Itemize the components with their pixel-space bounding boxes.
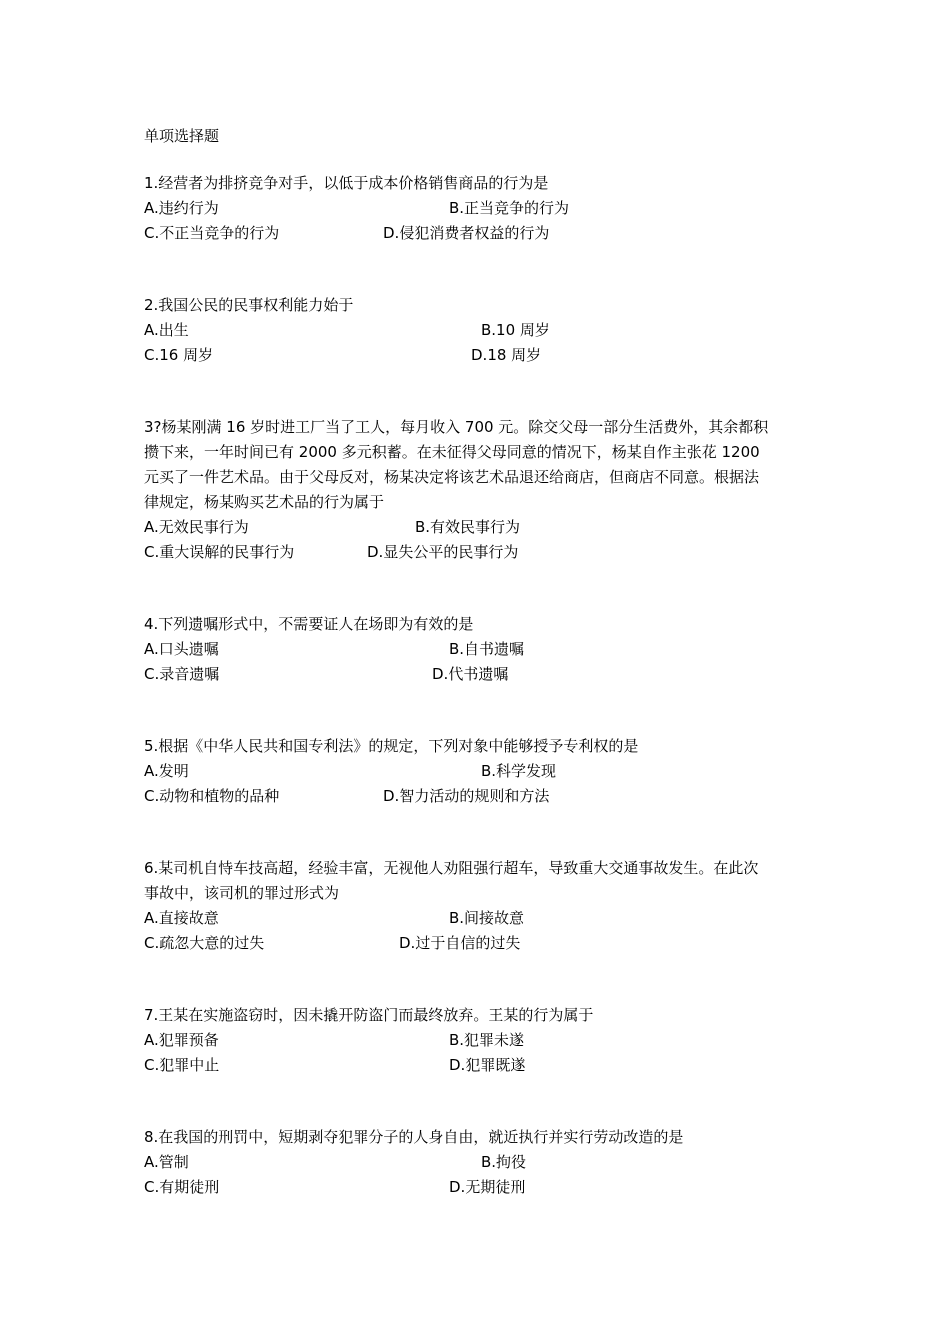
question-2-option-d: D.18 周岁 — [471, 346, 542, 364]
question-6-option-a: A.直接故意 — [144, 909, 219, 927]
question-4-option-d: D.代书遗嘱 — [432, 665, 509, 683]
question-7-stem: 7.王某在实施盗窃时，因未撬开防盗门而最终放弃。王某的行为属于 — [144, 1006, 594, 1024]
question-3-stem-line-3: 元买了一件艺术品。由于父母反对，杨某决定将该艺术品退还给商店，但商店不同意。根据法 — [144, 468, 760, 486]
question-5-option-d: D.智力活动的规则和方法 — [383, 787, 550, 805]
section-title: 单项选择题 — [144, 127, 220, 145]
question-7-option-d: D.犯罪既遂 — [449, 1056, 526, 1074]
question-2-option-c: C.16 周岁 — [144, 346, 214, 364]
question-7-option-b: B.犯罪未遂 — [449, 1031, 525, 1049]
question-4-option-c: C.录音遗嘱 — [144, 665, 220, 683]
question-8-option-c: C.有期徒刑 — [144, 1178, 220, 1196]
question-4-option-b: B.自书遗嘱 — [449, 640, 525, 658]
question-7-option-a: A.犯罪预备 — [144, 1031, 219, 1049]
question-2-stem: 2.我国公民的民事权利能力始于 — [144, 296, 354, 314]
question-3-stem-line-1: 3?杨某刚满 16 岁时进工厂当了工人，每月收入 700 元。除交父母一部分生活费外，其余都积 — [144, 418, 769, 436]
question-6-option-c: C.疏忽大意的过失 — [144, 934, 265, 952]
question-5-option-c: C.动物和植物的品种 — [144, 787, 280, 805]
question-1-option-a: A.违约行为 — [144, 199, 219, 217]
question-6-option-d: D.过于自信的过失 — [399, 934, 521, 952]
question-3-option-d: D.显失公平的民事行为 — [367, 543, 519, 561]
question-1-option-b: B.正当竞争的行为 — [449, 199, 570, 217]
question-5-stem: 5.根据《中华人民共和国专利法》的规定，下列对象中能够授予专利权的是 — [144, 737, 639, 755]
question-4-option-a: A.口头遗嘱 — [144, 640, 219, 658]
question-1-stem: 1.经营者为排挤竞争对手，以低于成本价格销售商品的行为是 — [144, 174, 549, 192]
question-3-option-b: B.有效民事行为 — [415, 518, 521, 536]
question-8-stem: 8.在我国的刑罚中，短期剥夺犯罪分子的人身自由，就近执行并实行劳动改造的是 — [144, 1128, 684, 1146]
question-6-stem-line-1: 6.某司机自恃车技高超，经验丰富，无视他人劝阻强行超车，导致重大交通事故发生。在此次 — [144, 859, 759, 877]
question-3-stem-line-4: 律规定，杨某购买艺术品的行为属于 — [144, 493, 385, 511]
question-8-option-a: A.管制 — [144, 1153, 189, 1171]
question-5-option-b: B.科学发现 — [481, 762, 557, 780]
question-2-option-b: B.10 周岁 — [481, 321, 550, 339]
question-1-option-d: D.侵犯消费者权益的行为 — [383, 224, 550, 242]
question-6-option-b: B.间接故意 — [449, 909, 525, 927]
question-2-option-a: A.出生 — [144, 321, 189, 339]
question-7-option-c: C.犯罪中止 — [144, 1056, 220, 1074]
question-3-stem-line-2: 攒下来，一年时间已有 2000 多元积蓄。在未征得父母同意的情况下，杨某自作主张花 1200 — [144, 443, 760, 461]
question-4-stem: 4.下列遗嘱形式中，不需要证人在场即为有效的是 — [144, 615, 474, 633]
question-6-stem-line-2: 事故中，该司机的罪过形式为 — [144, 884, 340, 902]
question-1-option-c: C.不正当竞争的行为 — [144, 224, 280, 242]
question-3-option-c: C.重大误解的民事行为 — [144, 543, 295, 561]
question-5-option-a: A.发明 — [144, 762, 189, 780]
question-8-option-d: D.无期徒刑 — [449, 1178, 526, 1196]
question-3-option-a: A.无效民事行为 — [144, 518, 249, 536]
question-8-option-b: B.拘役 — [481, 1153, 527, 1171]
